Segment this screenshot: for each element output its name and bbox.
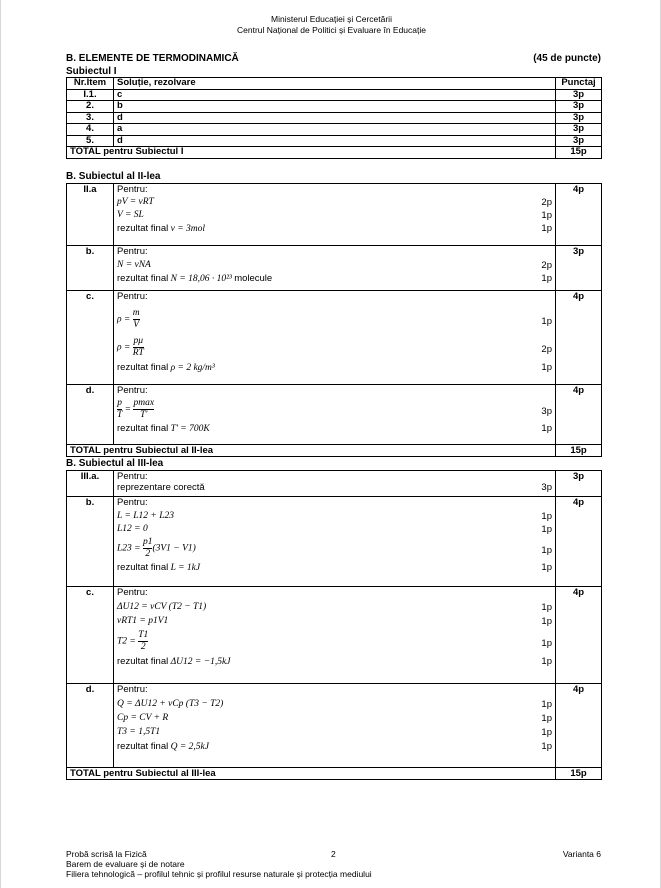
subject-1-table bbox=[66, 77, 602, 159]
pentru-label: Pentru: bbox=[117, 246, 148, 257]
table-header-row bbox=[67, 78, 602, 90]
equation: νRT1 = p1V1 1p bbox=[117, 616, 552, 627]
equation: ΔU12 = νCV (T2 − T1) 1p bbox=[117, 602, 552, 613]
total-points: 15p bbox=[556, 147, 602, 159]
statement: reprezentare corectă 3p bbox=[117, 482, 552, 493]
col-points-header: Punctaj bbox=[556, 78, 602, 90]
answer: c bbox=[114, 89, 556, 101]
solution-cell bbox=[114, 291, 556, 385]
page-header bbox=[1, 14, 661, 36]
table-row bbox=[67, 89, 602, 101]
total-label: TOTAL pentru Subiectul al II-lea bbox=[67, 445, 556, 457]
variant: Varianta 6 bbox=[562, 849, 601, 859]
item-number: b. bbox=[67, 497, 114, 587]
total-label: TOTAL pentru Subiectul al III-lea bbox=[67, 768, 556, 780]
footer-line-2: Barem de evaluare și de notare bbox=[66, 859, 185, 869]
subject-2-title: B. Subiectul al II-lea bbox=[66, 171, 161, 182]
points: 3p bbox=[556, 124, 602, 136]
total-row bbox=[67, 445, 602, 457]
item-number: II.a bbox=[67, 184, 114, 246]
equation: ρ = $\frac{p\mu}{RT}$ 2p bbox=[117, 336, 552, 358]
equation: L = L12 + L23 1p bbox=[117, 511, 552, 522]
subject-1-title: Subiectul I bbox=[66, 66, 117, 77]
item-row-c bbox=[67, 291, 602, 385]
final-result: rezultat final L = 1kJ 1p bbox=[117, 562, 552, 573]
pentru-label: Pentru: bbox=[117, 385, 148, 396]
solution-cell bbox=[114, 587, 556, 684]
final-result: rezultat final Q = 2,5kJ 1p bbox=[117, 741, 552, 752]
pentru-label: Pentru: bbox=[117, 587, 148, 598]
item-row-a bbox=[67, 471, 602, 497]
answer: d bbox=[114, 135, 556, 147]
table-row bbox=[67, 101, 602, 113]
footer-line-3: Filiera tehnologică – profilul tehnic și profilul resurse naturale și protecția mediului bbox=[66, 869, 372, 879]
item-row-d bbox=[67, 385, 602, 445]
table-row bbox=[67, 124, 602, 136]
pentru-label: Pentru: bbox=[117, 471, 148, 482]
section-name: B. ELEMENTE DE TERMODINAMICĂ bbox=[66, 53, 239, 64]
subject-3-title: B. Subiectul al III-lea bbox=[66, 458, 164, 469]
equation: N = νNA 2p bbox=[117, 260, 552, 271]
total-row bbox=[67, 768, 602, 780]
page-number: 2 bbox=[331, 849, 336, 859]
solution-cell bbox=[114, 471, 556, 497]
item-number: d. bbox=[67, 684, 114, 768]
item-points: 4p bbox=[556, 684, 602, 768]
total-points: 15p bbox=[556, 445, 602, 457]
final-result: rezultat final ΔU12 = −1,5kJ 1p bbox=[117, 656, 552, 667]
equation: Q = ΔU12 + νCp (T3 − T2) 1p bbox=[117, 699, 552, 710]
item-number: c. bbox=[67, 587, 114, 684]
footer-line-1 bbox=[66, 849, 601, 859]
item-points: 4p bbox=[556, 184, 602, 246]
item-points: 4p bbox=[556, 497, 602, 587]
item-points: 3p bbox=[556, 471, 602, 497]
pentru-label: Pentru: bbox=[117, 684, 148, 695]
pentru-label: Pentru: bbox=[117, 184, 148, 195]
table-row bbox=[67, 112, 602, 124]
col-solution-header: Soluție, rezolvare bbox=[114, 78, 556, 90]
equation: ρ = $\frac{m}{V}$ 1p bbox=[117, 308, 552, 330]
points: 3p bbox=[556, 101, 602, 113]
final-result: rezultat final T' = 700K 1p bbox=[117, 423, 552, 434]
solution-cell bbox=[114, 497, 556, 587]
pentru-label: Pentru: bbox=[117, 497, 148, 508]
item-number: 5. bbox=[67, 135, 114, 147]
solution-cell bbox=[114, 385, 556, 445]
item-points: 4p bbox=[556, 587, 602, 684]
points: 3p bbox=[556, 112, 602, 124]
solution-cell bbox=[114, 684, 556, 768]
answer: d bbox=[114, 112, 556, 124]
final-result: rezultat final ρ = 2 kg/m³ 1p bbox=[117, 362, 552, 373]
item-number: b. bbox=[67, 246, 114, 291]
total-label: TOTAL pentru Subiectul I bbox=[67, 147, 556, 159]
total-points: 15p bbox=[556, 768, 602, 780]
ministry-name: Ministerul Educației și Cercetării bbox=[271, 14, 392, 24]
solution-cell bbox=[114, 184, 556, 246]
total-row bbox=[67, 147, 602, 159]
equation: T2 = $\frac{T1}{2}$ 1p bbox=[117, 630, 552, 652]
pentru-label: Pentru: bbox=[117, 291, 148, 302]
item-number: 4. bbox=[67, 124, 114, 136]
section-points: (45 de puncte) bbox=[533, 53, 601, 64]
equation: L12 = 0 1p bbox=[117, 524, 552, 535]
equation: pV = νRT 2p bbox=[117, 197, 552, 208]
item-row-c bbox=[67, 587, 602, 684]
subject-2-table bbox=[66, 183, 602, 457]
final-result: rezultat final ν = 3mol 1p bbox=[117, 223, 552, 234]
equation: Cp = CV + R 1p bbox=[117, 713, 552, 724]
item-number: III.a. bbox=[67, 471, 114, 497]
points: 3p bbox=[556, 89, 602, 101]
item-number: d. bbox=[67, 385, 114, 445]
item-points: 3p bbox=[556, 246, 602, 291]
equation: $\frac{p}{T}$ = $\frac{pmax}{T'}$ 3p bbox=[117, 398, 552, 420]
item-points: 4p bbox=[556, 385, 602, 445]
equation: T3 = 1,5T1 1p bbox=[117, 727, 552, 738]
answer: a bbox=[114, 124, 556, 136]
equation: V = SL 1p bbox=[117, 210, 552, 221]
item-row-b bbox=[67, 497, 602, 587]
item-number: I.1. bbox=[67, 89, 114, 101]
item-number: 2. bbox=[67, 101, 114, 113]
table-row bbox=[67, 135, 602, 147]
item-row-d bbox=[67, 684, 602, 768]
center-name: Centrul Național de Politici și Evaluare în Educație bbox=[237, 25, 426, 35]
col-item-header: Nr.Item bbox=[67, 78, 114, 90]
final-result: rezultat final N = 18,06 · 10²³ molecule 1p bbox=[117, 273, 552, 284]
subject-3-table bbox=[66, 470, 602, 780]
solution-cell bbox=[114, 246, 556, 291]
item-row-b bbox=[67, 246, 602, 291]
equation: L23 = $\frac{p1}{2}$ (3V1 − V1) 1p bbox=[117, 537, 552, 559]
item-number: c. bbox=[67, 291, 114, 385]
page-footer bbox=[66, 849, 601, 879]
exam-name: Probă scrisă la Fizică bbox=[66, 849, 147, 859]
item-row-a bbox=[67, 184, 602, 246]
section-title bbox=[66, 53, 601, 64]
item-number: 3. bbox=[67, 112, 114, 124]
points: 3p bbox=[556, 135, 602, 147]
item-points: 4p bbox=[556, 291, 602, 385]
answer: b bbox=[114, 101, 556, 113]
